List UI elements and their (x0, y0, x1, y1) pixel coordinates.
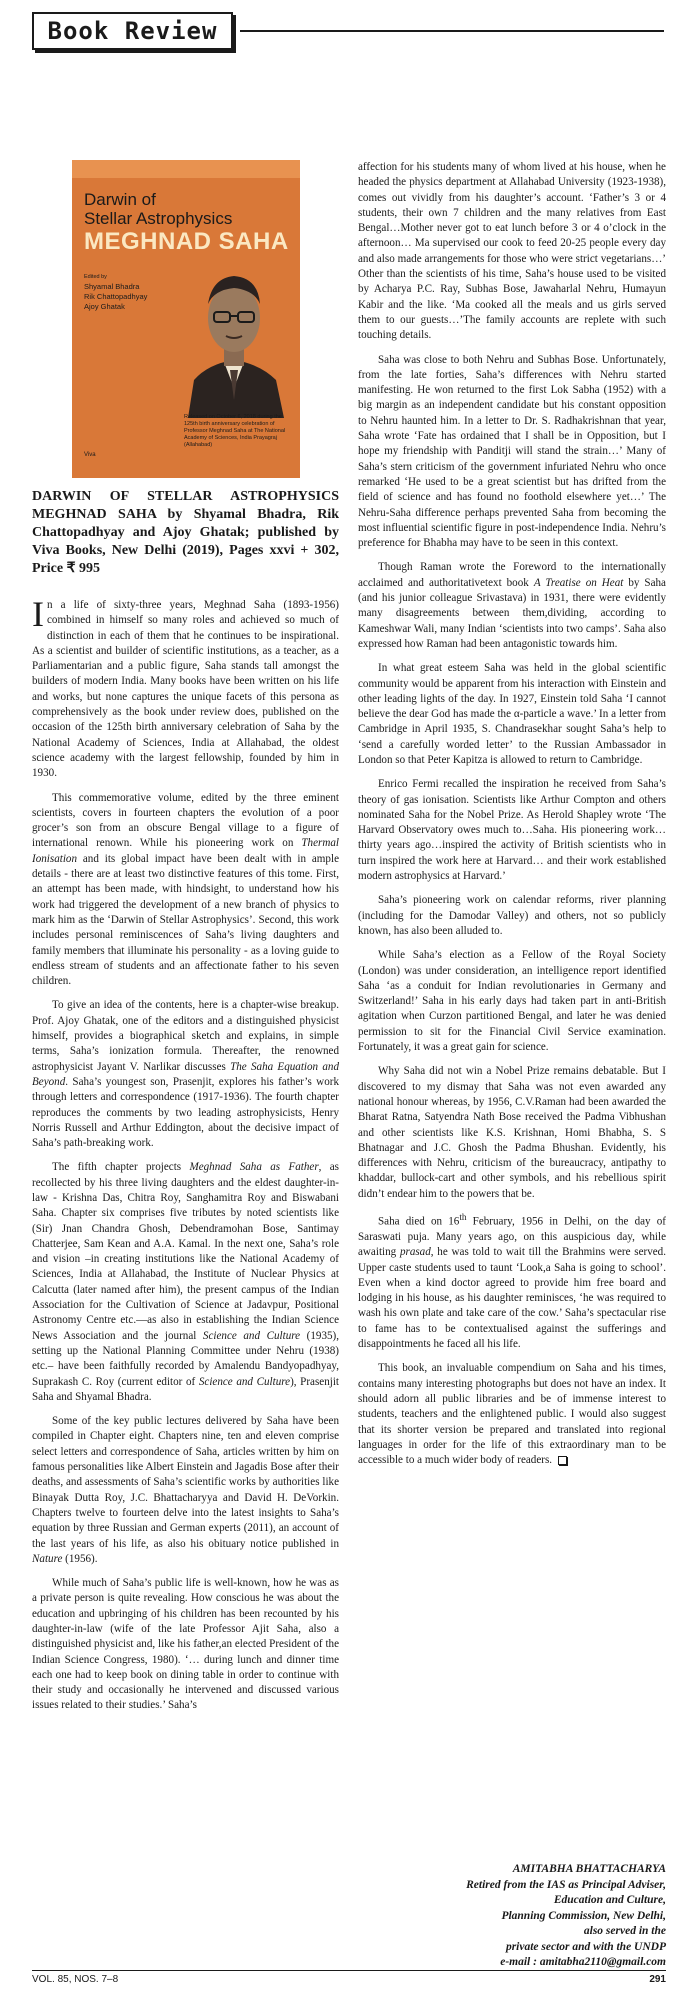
saha-portrait-illustration (168, 260, 300, 418)
paragraph: Enrico Fermi recalled the inspiration he received from Saha’s theory of gas ionisation. Scientists like Arthur Compton and others nominated Saha for the Nobel Prize. As Herold Shapley wrote ‘The Harvard Observatory owes much to…Saha. His pioneering work…thirty years ago…inspired the activity of British scientists who in turn inspired the work here at Harvard… and their work established modern astrophysics at Harvard.’ (358, 778, 666, 883)
paragraph: Why Saha did not win a Nobel Prize remains debatable. But I discovered to my dismay that Saha was not even awarded any national honour whereas, by 1956, C.V.Raman had been awarded the Bharat Ratna, Satyendra Nath Bose received the Padma Vibhushan and other scientists like K.S. Krishnan, Homi Bhabha, S. S Bhatnagar and J.C. Ghosh the Padma Bhushan. Evidently, his differences with Nehru, criticism of the bureaucracy, antipathy to khaddar, bullock-cart and other symbols, and his rebellious spirit didn’t endear him to the powers that be. (358, 1065, 666, 1200)
paragraph: Saha died on 16th February, 1956 in Delhi, on the day of Saraswati puja. Many years ago, on this auspicious day, while awaiting prasad, he was told to wait till the Brahmins were served. Upper caste students used to taunt ‘Look,a Saha is going to school’. Even when a kind doctor agreed to provide him free board and lodging in his house, as his daughter reminisces, ‘he was required to wash his own plate and take care of the cow.’ Saha’s spectacular rise to fame has to be contextualised against the sufferings and disappointments he faced all his life. (358, 1213, 666, 1351)
footer-rule (32, 1970, 666, 1971)
paragraph: This book, an invaluable compendium on Saha and his times, contains many interesting photographs but does not have an index. It should adorn all public libraries and be of immense interest to students, teachers and the enlightened public. I would also suggest that its shorter version be prepared and translated into regional languages in order for the life of this extraordinary man to be accessible to a much wider body of readers. (358, 1362, 666, 1467)
paragraph: Though Raman wrote the Foreword to the internationally acclaimed and authoritativetext book A Treatise on Heat by Saha (and his junior colleague Srivastava) in 1931, there were evidently many disagreements between them,dividing, according to Kameshwar Wali, many Indian ‘scientists into two camps’. Saha also expressed how Raman had been antagonistic towards him. (358, 561, 666, 650)
paragraph: In a life of sixty-three years, Meghnad Saha (1893-1956) combined in himself so many roles and achieved so much of distinction in each of them that he continues to be inspirational. As a scientist and builder of scientific institutions, as a teacher, as a Parliamentarian and a public figure, Saha stands tall amongst the builders of modern India. Many books have been written on his life and works, but none captures the unique facets of this persona as comprehensively as the book under review does, published on the occasion of the 125th birth anniversary celebration of Saha by the National Academy of Sciences, India at Allahabad, the oldest science academy with the largest fellowship, founded by him in 1930. (32, 594, 339, 780)
book-details-caption: DARWIN OF STELLAR ASTROPHYSICS MEGHNAD SAHA by Shyamal Bhadra, Rik Chattopadhyay and Ajoy Ghatak; published by Viva Books, New Delhi (2019), Pages xxvi + 302, Price ₹ 995 (32, 489, 339, 576)
cover-title-name: MEGHNAD SAHA (84, 228, 289, 255)
paragraph: To give an idea of the contents, here is a chapter-wise breakup. Prof. Ajoy Ghatak, one of the editors and a distinguished physicist himself, provides a biographical sketch and explains, in simple terms, Saha’s ionization formula. Thereafter, the renowned astrophysicist Jayant V. Narlikar discusses The Saha Equation and Beyond. Saha’s youngest son, Prasenjit, explores his father’s work through letters and correspondence (1917-1936). The fourth chapter reproduces the comments by two leading astrophysicists, Henry Norris Russell and Arthur Eddington, about the decisive impact of Saha’s path-breaking work. (32, 999, 340, 1150)
drop-cap: I (32, 594, 44, 634)
paragraph: While much of Saha’s public life is well-known, how he was as a private person is quite revealing. How conscious he was about the education and upbringing of his children has been recounted by his daughter-in-law (wife of the late Professor Ajit Saha, also a distinguished physicist and, like his father,an elected President of the Indian Science Congress, 1980). ‘… during lunch and dinner time each one had to keep book on dining table in order to continue with their study and occasionally he intervened and discussed various issues related to their studies.’ Saha’s (32, 1577, 339, 1712)
paragraph: The fifth chapter projects Meghnad Saha as Father, as recollected by his three living daughters and the eldest daughter-in-law - Krishna Das, Chitra Roy, Sanghamitra Roy and Biswabani Saha. Chapter six comprises five tributes by noted scientists like (Sir) Jnan Chandra Ghosh, Debendramohan Bose, Santimay Chatterjee, Sam Kean and A.A. Kamal. In the next one, Saha’s role and vision –in creating institutions like the National Academy of Sciences, India at Allahabad, the Institute of Nuclear Physics at Calcutta (later named after him), the present campus of the Indian Association for the Cultivation of Science at Jadavpur, Positional Astronomy Centre etc.—as also in establishing the Indian Science News Association and the journal Science and Culture (1935), setting up the National Planning Committee under Nehru (1938) etc.– have been faithfully recorded by Amalendu Bandyopadhyay, Suprakash C. Roy (current editor of Science and Culture), Prasenjit Saha and Shyamal Bhadra. (32, 1161, 340, 1403)
paragraph: In what great esteem Saha was held in the global scientific community would be apparent from his interaction with Einstein and other leading lights of the day. In 1927, Einstein told Saha ‘I cannot believe the dear God has made the α-particle a wave.’ In a letter from Cambridge in April 1935, S. Chandrasekhar sought Saha’s help to ‘send a carefully worded letter’ to the Russian Ambassador in London so that Peter Kapitza is allowed to return to Cambridge. (358, 662, 666, 766)
reviewer-affiliation: also served in the (583, 1925, 666, 1937)
footer-volume: VOL. 85, NOS. 7–8 (32, 1974, 119, 1985)
reviewer-email: e-mail : amitabha2110@gmail.com (500, 1956, 666, 1968)
cover-top-strip (72, 160, 300, 178)
reviewer-affiliation: Planning Commission, New Delhi, (501, 1909, 666, 1922)
cover-release-note: Released on October 6, 2018 during the 125th birth anniversary celebration of Professor Meghnad Saha at The National Academy of Sciences, India Prayagraj (Allahabad) (184, 414, 286, 448)
end-of-article-icon (558, 1456, 567, 1465)
reviewer-signature (358, 1862, 666, 1971)
section-header (32, 12, 233, 50)
paragraph: Saha’s pioneering work on calendar reforms, river planning (including for the Damodar Valley) and others, not so publicly known, has also been alluded to. (358, 894, 666, 937)
reviewer-name: AMITABHA BHATTACHARYA (512, 1863, 666, 1875)
cover-editors: Edited by Shyamal Bhadra Rik Chattopadhyay Ajoy Ghatak (84, 274, 148, 311)
header-rule (240, 30, 664, 32)
reviewer-affiliation: Education and Culture, (553, 1894, 666, 1906)
right-column (358, 160, 666, 1477)
paragraph: While Saha’s election as a Fellow of the Royal Society (London) was under consideration, an intelligence report identified Saha ‘as a conduit for Indian revolutionaries in Germany and Switzerland!’ Saha in his early days had taken part in anti-British agitation when Curzon partitioned Bengal, and later he was denied permission to sit for the Financial Civil Service examination. Fortunately, it was a great gain for science. (358, 949, 666, 1054)
paragraph: Some of the key public lectures delivered by Saha have been compiled in Chapter eight. Chapters nine, ten and eleven comprise select letters and correspondence of Saha, articles written by him on famous personalities like Albert Einstein and Jagadis Bose after their deaths, and assessments of Saha’s scientific works by authorities like Binayak Dutta Roy, J.C. Bhattacharyya and David H. DeVorkin. Chapters twelve to fourteen delve into the latest insights to Saha’s equation by three Russian and German experts (2011), an account of the last years of his life, as also his obituary notice published in Nature (1956). (32, 1415, 339, 1565)
paragraph: affection for his students many of whom lived at his house, when he headed the physics department at Allahabad University (1923-1938), comes out vividly from his daughter’s account. ‘Father’s 3 or 4 students, their own 7 children and the many relatives from East Bengal…Mother never got to eat lunch before 3 or 4 o’clock in the afternoon… Ma supervised our cook to feed 20-25 people every day and also made arrangements for those who were strict vegetarians…’ Other than the scientists of his time, Saha’s house used to be visited by Acharya P.C. Ray, Subhas Bose, Jawaharlal Nehru, Humayun Kabir and the like. ‘Ma cooked all the meals and us girls served them to our guests…’The family accounts are replete with such touching details. (358, 161, 666, 342)
paragraph: Saha was close to both Nehru and Subhas Bose. Unfortunately, from the late forties, Saha’s differences with Nehru started manifesting. He won returned to the first Lok Sabha (1952) with a big margin as an independent candidate but his constant opposition to Nehru haunted him. In a letter to Dr. S. Radhakrishnan that year, Saha wrote ‘Fate has ordained that I shall be in Opposition, but I hope my friendship with Panditji will stand the strain…’ Many of Saha’s stern criticism of the government infuriated Nehru who once remarked ‘He used to be a great scientist but has drifted from the field of science and has found no foothold elsewhere yet…’ The Nehru-Saha difference perhaps prevented Saha from becoming the most influential scientific figure in post-independence India. Nehru’s preference for Bhabha may have to be seen in this context. (358, 353, 666, 550)
left-column (32, 594, 340, 1723)
publisher-logo: Viva (84, 452, 96, 458)
book-cover-image (72, 160, 300, 478)
reviewer-affiliation: private sector and with the UNDP (505, 1940, 666, 1953)
paragraph: This commemorative volume, edited by the three eminent scientists, covers in fourteen chapters the evolution of a poor grocer’s son from an obscure Bengal village to a figure of international renown. While his pioneering work on Thermal Ionisation and its global impact have been dealt with in ample details - there are at least two distinctive features of this tome. First, an attempt has been made, with hindsight, to understand how his work had triggered the development of a new branch of physics to mark him as the ‘Darwin of Stellar Astrophysics’. Second, this work includes personal reminiscences of Saha’s living daughters and family members that illuminate his personality - as a loving guide to endless stream of students and an affectionate father to his seven children. (32, 791, 339, 988)
section-title: Book Review (47, 17, 218, 45)
footer-page-number: 291 (649, 1974, 666, 1985)
cover-title: Darwin of Stellar Astrophysics (84, 190, 233, 228)
reviewer-affiliation: Retired from the IAS as Principal Adviser, (466, 1878, 666, 1891)
